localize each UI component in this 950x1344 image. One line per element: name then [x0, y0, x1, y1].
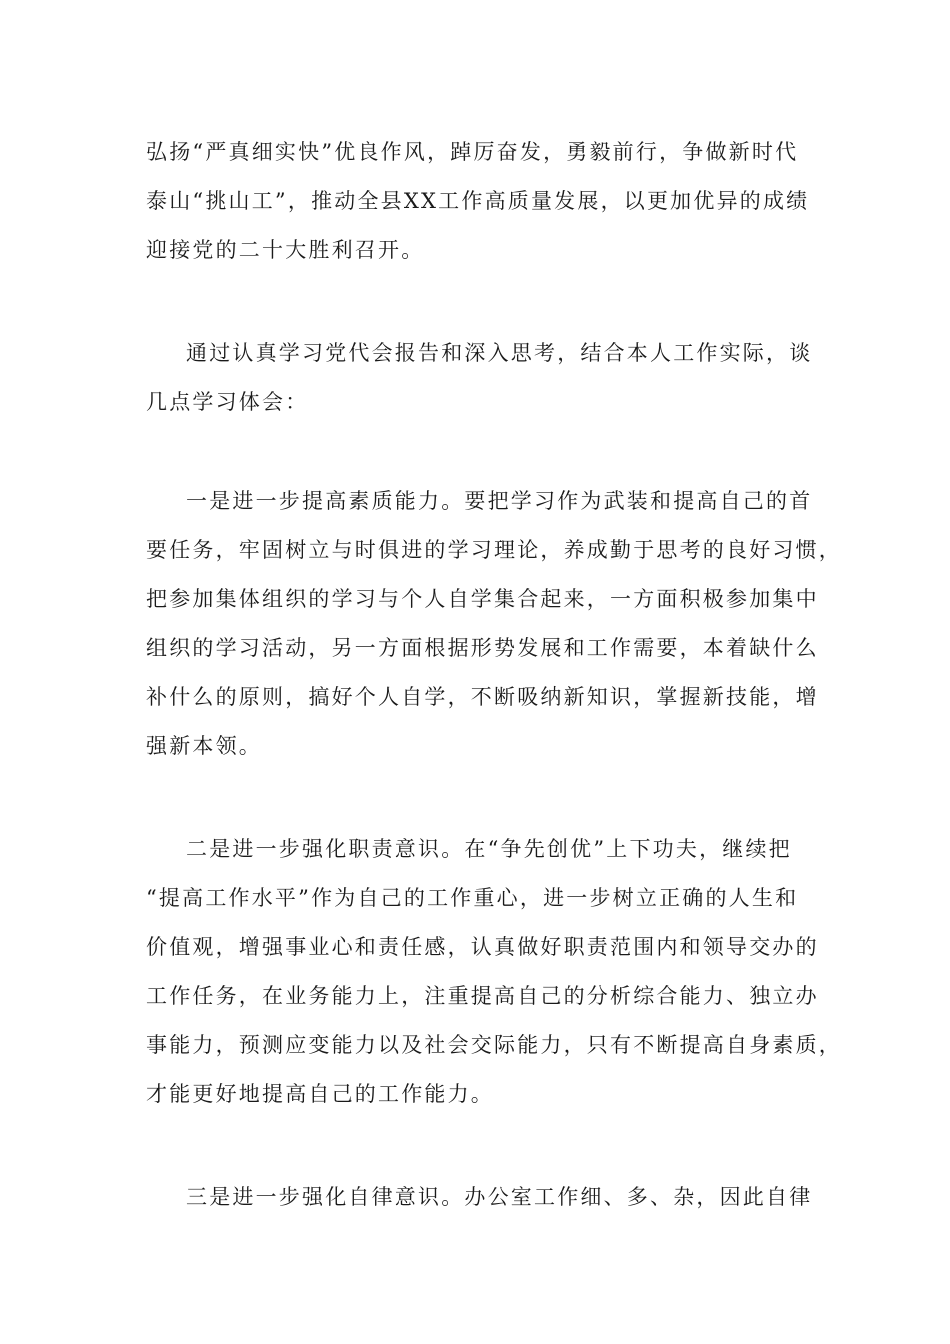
- paragraph-1-line-2: 泰山“挑山工”，推动全县XX工作高质量发展，以更加优异的成绩: [146, 189, 810, 213]
- paragraph-4-line-4: 工作任务，在业务能力上，注重提高自己的分析综合能力、独立办: [146, 984, 819, 1008]
- paragraph-1-line-1: 弘扬“严真细实快”优良作风，踔厉奋发，勇毅前行，争做新时代: [146, 140, 799, 164]
- paragraph-4-line-6: 才能更好地提高自己的工作能力。: [146, 1082, 494, 1106]
- paragraph-2-line-1: 通过认真学习党代会报告和深入思考，结合本人工作实际，谈: [186, 341, 813, 365]
- paragraph-4-line-5: 事能力，预测应变能力以及社会交际能力，只有不断提高自身素质，: [146, 1033, 842, 1057]
- paragraph-5-line-1: 三是进一步强化自律意识。办公室工作细、多、杂，因此自律: [186, 1185, 813, 1209]
- paragraph-4-line-3: 价值观，增强事业心和责任感，认真做好职责范围内和领导交办的: [146, 935, 819, 959]
- paragraph-2-line-2: 几点学习体会：: [146, 390, 309, 414]
- paragraph-3-line-5: 补什么的原则，搞好个人自学，不断吸纳新知识，掌握新技能，增: [146, 685, 819, 709]
- paragraph-3-line-1: 一是进一步提高素质能力。要把学习作为武装和提高自己的首: [186, 489, 813, 513]
- paragraph-4-line-2: “提高工作水平”作为自己的工作重心，进一步树立正确的人生和: [146, 886, 799, 910]
- paragraph-3-line-3: 把参加集体组织的学习与个人自学集合起来，一方面积极参加集中: [146, 587, 819, 611]
- paragraph-3-line-6: 强新本领。: [146, 734, 262, 758]
- paragraph-1-line-3: 迎接党的二十大胜利召开。: [146, 238, 425, 262]
- paragraph-3-line-2: 要任务，牢固树立与时俱进的学习理论，养成勤于思考的良好习惯，: [146, 538, 842, 562]
- paragraph-4-line-1: 二是进一步强化职责意识。在“争先创优”上下功夫，继续把: [186, 837, 792, 861]
- paragraph-3-line-4: 组织的学习活动，另一方面根据形势发展和工作需要，本着缺什么: [146, 636, 819, 660]
